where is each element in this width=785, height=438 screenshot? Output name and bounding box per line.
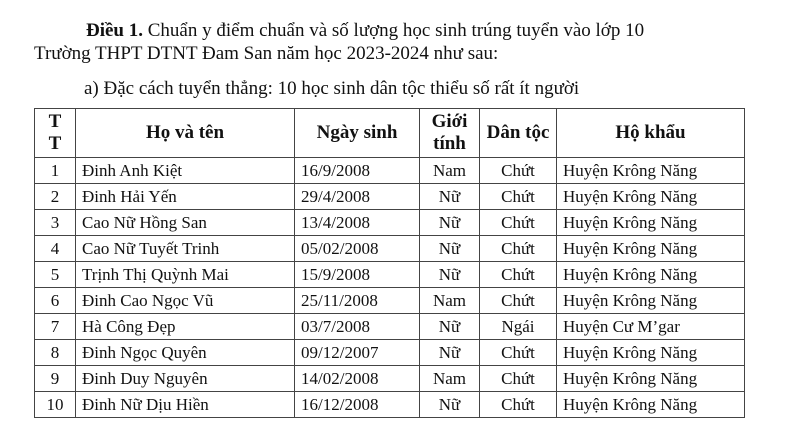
residence: Huyện Krông Năng bbox=[557, 392, 745, 418]
table-row bbox=[35, 392, 745, 418]
row-index: 6 bbox=[35, 288, 76, 314]
residence: Huyện Cư M’gar bbox=[557, 314, 745, 340]
date-of-birth: 03/7/2008 bbox=[295, 314, 420, 340]
residence: Huyện Krông Năng bbox=[557, 366, 745, 392]
ethnicity: Chứt bbox=[480, 262, 557, 288]
date-of-birth: 09/12/2007 bbox=[295, 340, 420, 366]
residence: Huyện Krông Năng bbox=[557, 262, 745, 288]
table-row bbox=[35, 288, 745, 314]
date-of-birth: 16/12/2008 bbox=[295, 392, 420, 418]
article-line-2: Trường THPT DTNT Đam San năm học 2023-2024 như sau: bbox=[34, 43, 499, 64]
student-name: Trịnh Thị Quỳnh Mai bbox=[76, 262, 295, 288]
row-index: 2 bbox=[35, 184, 76, 210]
ethnicity: Chứt bbox=[480, 288, 557, 314]
article-line-1 bbox=[86, 20, 644, 42]
residence: Huyện Krông Năng bbox=[557, 158, 745, 184]
ethnicity: Chứt bbox=[480, 366, 557, 392]
table-row bbox=[35, 158, 745, 184]
row-index: 5 bbox=[35, 262, 76, 288]
ethnicity: Chứt bbox=[480, 184, 557, 210]
header-gender: Giới tính bbox=[420, 109, 480, 158]
header-residence: Hộ khẩu bbox=[557, 109, 745, 158]
header-index bbox=[35, 109, 76, 158]
article-text: Chuẩn y điểm chuẩn và số lượng học sinh trúng tuyển vào lớp 10 bbox=[143, 20, 645, 41]
article-label: Điều 1. bbox=[86, 20, 143, 41]
date-of-birth: 13/4/2008 bbox=[295, 210, 420, 236]
student-name: Cao Nữ Tuyết Trinh bbox=[76, 236, 295, 262]
row-index: 4 bbox=[35, 236, 76, 262]
table-header-row bbox=[35, 109, 745, 158]
gender: Nữ bbox=[420, 314, 480, 340]
student-name: Đinh Anh Kiệt bbox=[76, 158, 295, 184]
student-name: Đinh Nữ Dịu Hiền bbox=[76, 392, 295, 418]
student-name: Đinh Cao Ngọc Vũ bbox=[76, 288, 295, 314]
row-index: 10 bbox=[35, 392, 76, 418]
row-index: 8 bbox=[35, 340, 76, 366]
row-index: 7 bbox=[35, 314, 76, 340]
gender: Nam bbox=[420, 158, 480, 184]
ethnicity: Chứt bbox=[480, 340, 557, 366]
student-name: Hà Công Đẹp bbox=[76, 314, 295, 340]
residence: Huyện Krông Năng bbox=[557, 288, 745, 314]
gender: Nữ bbox=[420, 210, 480, 236]
date-of-birth: 25/11/2008 bbox=[295, 288, 420, 314]
gender: Nữ bbox=[420, 184, 480, 210]
gender: Nữ bbox=[420, 392, 480, 418]
student-name: Cao Nữ Hồng San bbox=[76, 210, 295, 236]
section-a-heading: a) Đặc cách tuyển thẳng: 10 học sinh dân tộc thiểu số rất ít người bbox=[84, 78, 580, 99]
table-row bbox=[35, 184, 745, 210]
gender: Nam bbox=[420, 288, 480, 314]
gender: Nữ bbox=[420, 340, 480, 366]
date-of-birth: 29/4/2008 bbox=[295, 184, 420, 210]
gender: Nam bbox=[420, 366, 480, 392]
date-of-birth: 14/02/2008 bbox=[295, 366, 420, 392]
header-ethnicity: Dân tộc bbox=[480, 109, 557, 158]
residence: Huyện Krông Năng bbox=[557, 340, 745, 366]
table-row bbox=[35, 340, 745, 366]
gender: Nữ bbox=[420, 236, 480, 262]
table-row bbox=[35, 262, 745, 288]
student-name: Đinh Duy Nguyên bbox=[76, 366, 295, 392]
residence: Huyện Krông Năng bbox=[557, 210, 745, 236]
student-name: Đinh Ngọc Quyên bbox=[76, 340, 295, 366]
ethnicity: Chứt bbox=[480, 236, 557, 262]
header-dob: Ngày sinh bbox=[295, 109, 420, 158]
table-row bbox=[35, 366, 745, 392]
header-label: T T bbox=[48, 111, 62, 154]
row-index: 1 bbox=[35, 158, 76, 184]
ethnicity: Chứt bbox=[480, 158, 557, 184]
ethnicity: Ngái bbox=[480, 314, 557, 340]
date-of-birth: 05/02/2008 bbox=[295, 236, 420, 262]
ethnicity: Chứt bbox=[480, 210, 557, 236]
residence: Huyện Krông Năng bbox=[557, 236, 745, 262]
row-index: 9 bbox=[35, 366, 76, 392]
header-name: Họ và tên bbox=[76, 109, 295, 158]
row-index: 3 bbox=[35, 210, 76, 236]
date-of-birth: 16/9/2008 bbox=[295, 158, 420, 184]
table-row bbox=[35, 236, 745, 262]
table-row bbox=[35, 210, 745, 236]
date-of-birth: 15/9/2008 bbox=[295, 262, 420, 288]
residence: Huyện Krông Năng bbox=[557, 184, 745, 210]
table-row bbox=[35, 314, 745, 340]
student-name: Đinh Hải Yến bbox=[76, 184, 295, 210]
admission-table bbox=[34, 108, 745, 418]
ethnicity: Chứt bbox=[480, 392, 557, 418]
gender: Nữ bbox=[420, 262, 480, 288]
